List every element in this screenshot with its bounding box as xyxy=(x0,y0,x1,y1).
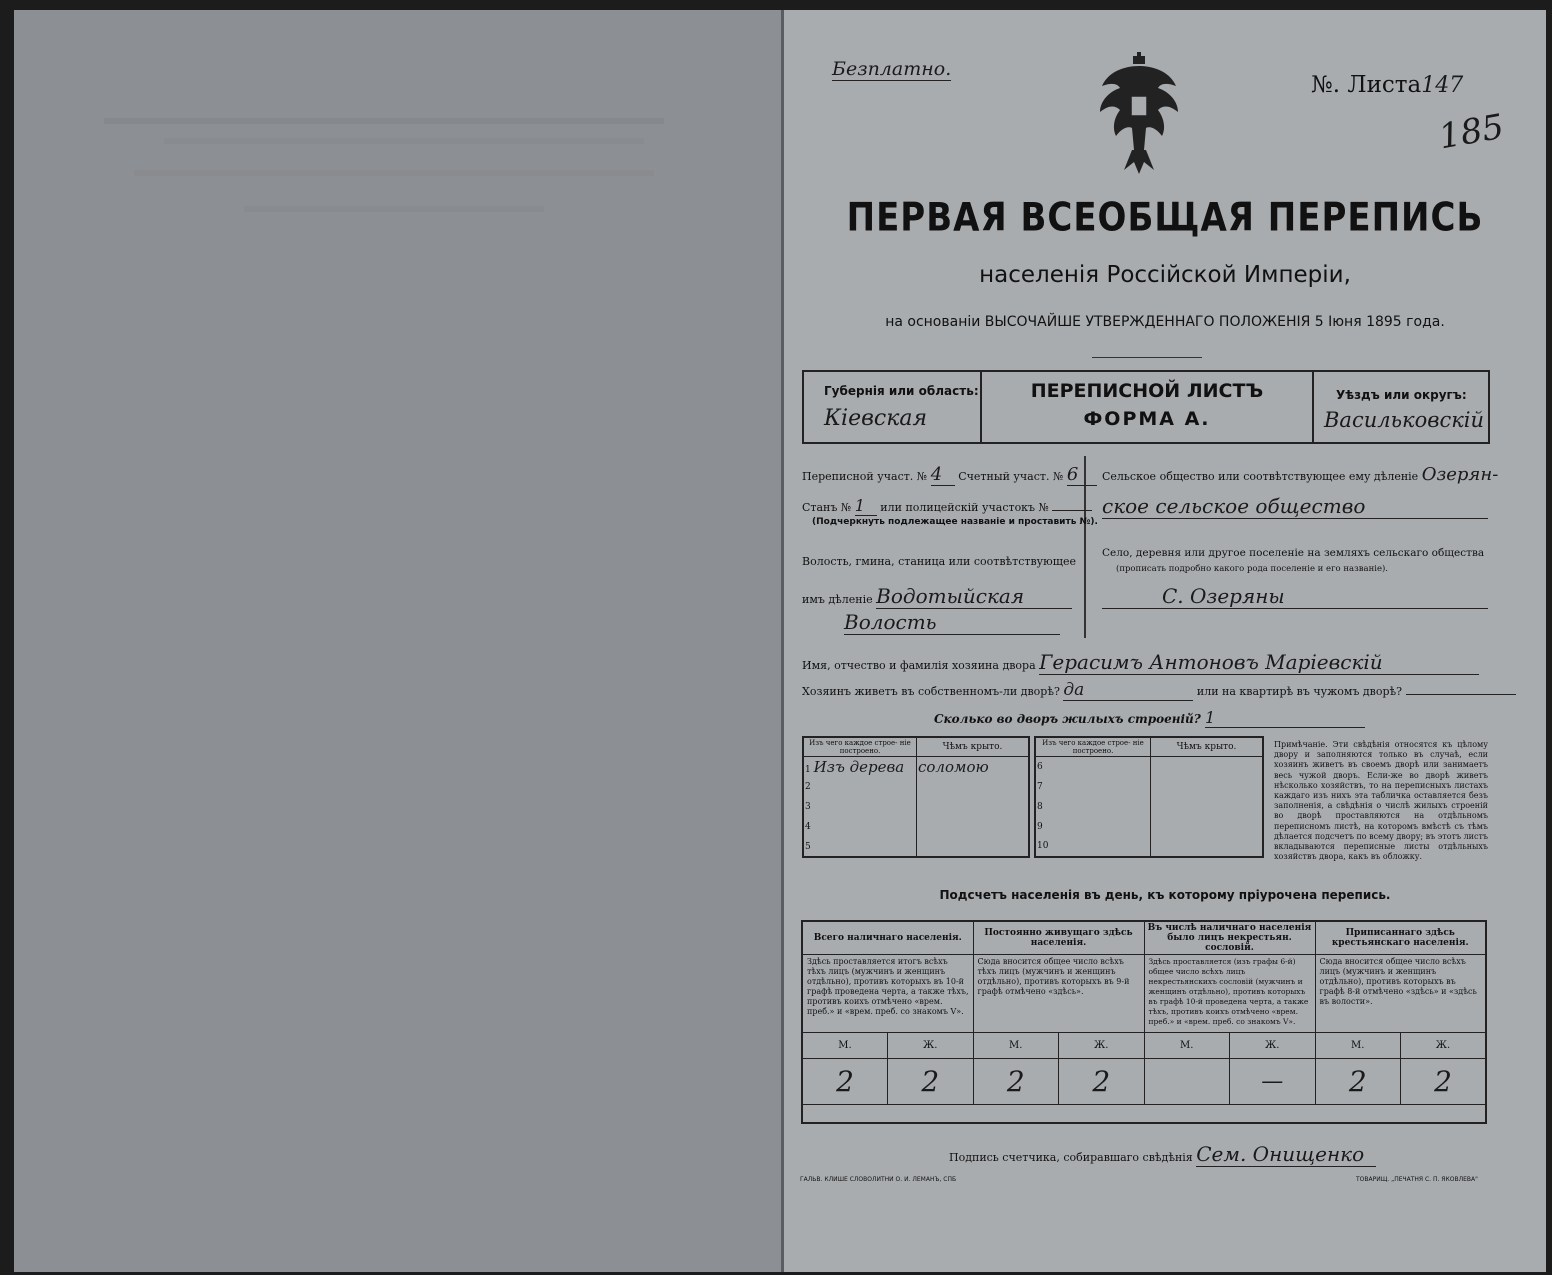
rent-value xyxy=(1406,694,1516,695)
sheet-number-value: 147 xyxy=(1421,73,1464,98)
own-yard-label: Хозяинъ живетъ въ собственномъ-ли дворѣ? xyxy=(802,685,1060,698)
settlement-label: Село, деревня или другое поселеніе на земляхъ сельскаго общества xyxy=(1102,547,1485,559)
volost-label-2: имъ дѣленіе xyxy=(802,593,873,606)
count-value: 2 xyxy=(1315,1059,1401,1105)
column-desc-permanent: Сюда вносится общее число всѣхъ тѣхъ лицъ (мужчинъ и женщинъ отдѣльно), противъ которыхъ въ 9-й графѣ отмѣчено «здѣсь». xyxy=(973,955,1144,1033)
table-row xyxy=(803,757,1029,778)
count-value: 2 xyxy=(888,1059,974,1105)
bleed-through-text xyxy=(134,170,654,176)
table-row xyxy=(803,817,1029,837)
ornament-divider xyxy=(1092,357,1202,358)
police-section-label: или полицейскій участокъ № xyxy=(880,501,1049,514)
column-header-non-peasant: Въ числѣ наличнаго населенія было лицъ некрестьян. сословій. xyxy=(1144,921,1315,955)
roof-value xyxy=(917,817,1030,837)
census-section-label: Переписной участ. № xyxy=(802,470,928,483)
stan-note: (Подчеркнуть подлежащее названіе и проставить №). xyxy=(812,517,1098,527)
census-section-field xyxy=(802,464,1097,486)
sheet-number-handwritten: 185 xyxy=(1436,106,1507,158)
own-yard-field xyxy=(802,680,1492,701)
row-number: 8 xyxy=(1035,797,1151,817)
double-headed-eagle-emblem xyxy=(1094,52,1184,177)
count-value: 2 xyxy=(802,1059,888,1105)
volost-field xyxy=(802,584,1072,609)
roof-value xyxy=(1151,777,1264,797)
left-page-blank xyxy=(14,10,782,1272)
table-row xyxy=(1035,797,1263,817)
row-number: 3 xyxy=(803,797,917,817)
column-header-permanent: Постоянно живущаго здѣсь населенія. xyxy=(973,921,1144,955)
document-title: ПЕРВАЯ ВСЕОБЩАЯ ПЕРЕПИСЬ xyxy=(846,195,1484,241)
male-label: М. xyxy=(973,1033,1059,1059)
signature-label: Подпись счетчика, собиравшаго свѣдѣнія xyxy=(949,1151,1193,1164)
buildings-table-left xyxy=(802,736,1030,858)
count-value: 2 xyxy=(1401,1059,1487,1105)
document-subtitle: населенія Россійской Имперіи, xyxy=(979,262,1351,288)
row-number: 10 xyxy=(1035,837,1151,857)
female-label: Ж. xyxy=(1059,1033,1145,1059)
roof-value xyxy=(917,837,1030,857)
district-label: Уѣздъ или округъ: xyxy=(1336,388,1467,402)
count-section-title: Подсчетъ населенія въ день, къ которому пріурочена перепись. xyxy=(939,888,1391,902)
bleed-through-text xyxy=(164,138,644,144)
divider xyxy=(1312,372,1314,442)
settlement-value: С. Озеряны xyxy=(1102,584,1488,609)
village-society-field xyxy=(1102,464,1499,485)
column-header-roof: Чѣмъ крыто. xyxy=(917,737,1030,757)
row-number: 5 xyxy=(803,837,917,857)
row-number: 1 xyxy=(805,765,811,775)
form-header-box xyxy=(802,370,1490,444)
signature-field xyxy=(949,1142,1509,1167)
population-count-table xyxy=(801,920,1487,1124)
row-number: 7 xyxy=(1035,777,1151,797)
table-row xyxy=(1035,817,1263,837)
column-header-present: Всего наличнаго населенія. xyxy=(802,921,973,955)
legal-basis: на основаніи ВЫСОЧАЙШЕ УТВЕРЖДЕННАГО ПОЛОЖЕНІЯ 5 Іюня 1895 года. xyxy=(885,314,1445,330)
bleed-through-text xyxy=(244,206,544,212)
volost-label: Волость, гмина, станица или соотвѣтствующее xyxy=(802,555,1076,568)
female-label: Ж. xyxy=(1230,1033,1316,1059)
province-value: Кіевская xyxy=(824,406,928,431)
table-footer-row xyxy=(802,1105,1486,1123)
row-number: 9 xyxy=(1035,817,1151,837)
roof-value xyxy=(1151,797,1264,817)
count-value xyxy=(1144,1059,1230,1105)
village-society-value-2: ское сельское общество xyxy=(1102,494,1488,519)
column-desc-non-peasant: Здѣсь проставляется (изъ графы 6-й) общее число всѣхъ лицъ некрестьянскихъ сословій (мужчинъ и женщинъ отдѣльно), противъ которыхъ въ графѣ 10-й проведена черта, а также тѣхъ, противъ коихъ отмѣчено «врем. преб.» и «врем. преб. со знакомъ V». xyxy=(1144,955,1315,1033)
column-header-roof: Чѣмъ крыто. xyxy=(1151,737,1264,757)
roof-value xyxy=(1151,757,1264,777)
male-label: М. xyxy=(1315,1033,1401,1059)
buildings-table-right xyxy=(1034,736,1264,858)
stan-value: 1 xyxy=(855,496,877,516)
roof-value xyxy=(917,777,1030,797)
roof-value: соломою xyxy=(918,758,989,776)
row-number: 6 xyxy=(1035,757,1151,777)
printer-imprint-left: ГАЛЬВ. КЛИШЕ СЛОВОЛИТНИ О. И. ЛЕМАНЪ, СПБ xyxy=(800,1176,957,1183)
column-desc-present: Здѣсь проставляется итогъ всѣхъ тѣхъ лицъ (мужчинъ и женщинъ отдѣльно), противъ которыхъ въ 10-й графѣ проведена черта, а также тѣхъ, противъ коихъ отмѣчено «врем. преб.» и «врем. преб. со знакомъ V». xyxy=(802,955,973,1033)
table-row xyxy=(803,837,1029,857)
buildings-label: Сколько во дворъ жилыхъ строеній? xyxy=(934,712,1201,726)
printer-imprint-right: ТОВАРИЩ. „ПЕЧАТНЯ С. П. ЯКОВЛЕВА" xyxy=(1356,1176,1478,1183)
row-number: 4 xyxy=(803,817,917,837)
table-row xyxy=(1035,757,1263,777)
male-label: М. xyxy=(802,1033,888,1059)
table-cell xyxy=(803,757,917,778)
column-header-material: Изъ чего каждое строе- ніе построено. xyxy=(1035,737,1151,757)
male-label: М. xyxy=(1144,1033,1230,1059)
form-title: ПЕРЕПИСНОЙ ЛИСТЪ xyxy=(1030,380,1264,402)
owner-field xyxy=(802,650,1492,675)
police-section-value xyxy=(1052,510,1092,511)
count-value: 2 xyxy=(1059,1059,1145,1105)
table-row xyxy=(803,777,1029,797)
row-number: 2 xyxy=(803,777,917,797)
table-row xyxy=(1035,777,1263,797)
count-value: — xyxy=(1230,1059,1316,1105)
village-society-value: Озерян- xyxy=(1421,464,1499,485)
roof-value xyxy=(1151,817,1264,837)
village-society-label: Сельское общество или соотвѣтствующее ему дѣленіе xyxy=(1102,470,1419,483)
census-section-value: 4 xyxy=(931,464,955,486)
female-label: Ж. xyxy=(888,1033,974,1059)
bleed-through-text xyxy=(104,118,664,124)
table-row xyxy=(1035,837,1263,857)
female-label: Ж. xyxy=(1401,1033,1487,1059)
province-label: Губернія или область: xyxy=(824,384,979,398)
settlement-note: (прописать подробно какого рода поселеніе и его названіе). xyxy=(1116,564,1388,574)
owner-value: Герасимъ Антоновъ Марiевскій xyxy=(1039,650,1479,675)
stan-field xyxy=(802,496,1092,516)
roof-value xyxy=(1151,837,1264,857)
free-label: Безплатно. xyxy=(832,58,952,80)
column-desc-registered-peasant: Сюда вносится общее число всѣхъ лицъ (мужчинъ и женщинъ отдѣльно), противъ которыхъ въ графѣ 8-й отмѣчено «здѣсь» и «здѣсь въ волости». xyxy=(1315,955,1486,1033)
sheet-number-label: №. Листа xyxy=(1311,72,1422,98)
rent-label: или на квартирѣ въ чужомъ дворѣ? xyxy=(1196,685,1403,698)
buildings-value: 1 xyxy=(1205,708,1365,728)
roof-value xyxy=(917,797,1030,817)
own-yard-value: да xyxy=(1063,680,1193,701)
signature-value: Сем. Онищенко xyxy=(1196,1142,1376,1167)
volost-value-2: Волость xyxy=(844,610,1060,635)
form-letter: ФОРМА А. xyxy=(1083,408,1211,430)
count-section-label: Счетный участ. № xyxy=(958,470,1064,483)
volost-value: Водотыйская xyxy=(876,584,1072,609)
count-value: 2 xyxy=(973,1059,1059,1105)
sheet-number-field xyxy=(1311,72,1463,98)
count-section-value: 6 xyxy=(1067,464,1097,486)
table-row xyxy=(803,797,1029,817)
stan-label: Станъ № xyxy=(802,501,852,514)
column-header-material: Изъ чего каждое строе- ніе построено. xyxy=(803,737,917,757)
district-value: Васильковскій xyxy=(1324,408,1484,432)
note-text: Примѣчаніе. Эти свѣдѣнія относятся къ цѣлому двору и заполняются только въ случаѣ, если хозяинъ живетъ въ своемъ дворѣ или занимаетъ весь чужой дворъ. Если-же во дворѣ живетъ нѣсколько хозяйствъ, то на переписныхъ листахъ каждаго изъ нихъ эта табличка оставляется безъ заполненія, а свѣдѣнія о числѣ жилыхъ строеній во дворѣ проставляются на отдѣльномъ переписномъ листѣ, на которомъ вмѣстѣ съ тѣмъ дѣлается подсчетъ по всему двору; въ этотъ листъ вкладываются переписные листы отдѣльныхъ хозяйствъ двора, какъ въ обложку. xyxy=(1274,740,1488,862)
census-form-page xyxy=(784,10,1546,1272)
owner-label: Имя, отчество и фамилія хозяина двора xyxy=(802,659,1036,672)
column-header-registered-peasant: Приписаннаго здѣсь крестьянскаго населенія. xyxy=(1315,921,1486,955)
material-value: Изъ дерева xyxy=(813,758,905,776)
buildings-field xyxy=(934,708,1365,728)
